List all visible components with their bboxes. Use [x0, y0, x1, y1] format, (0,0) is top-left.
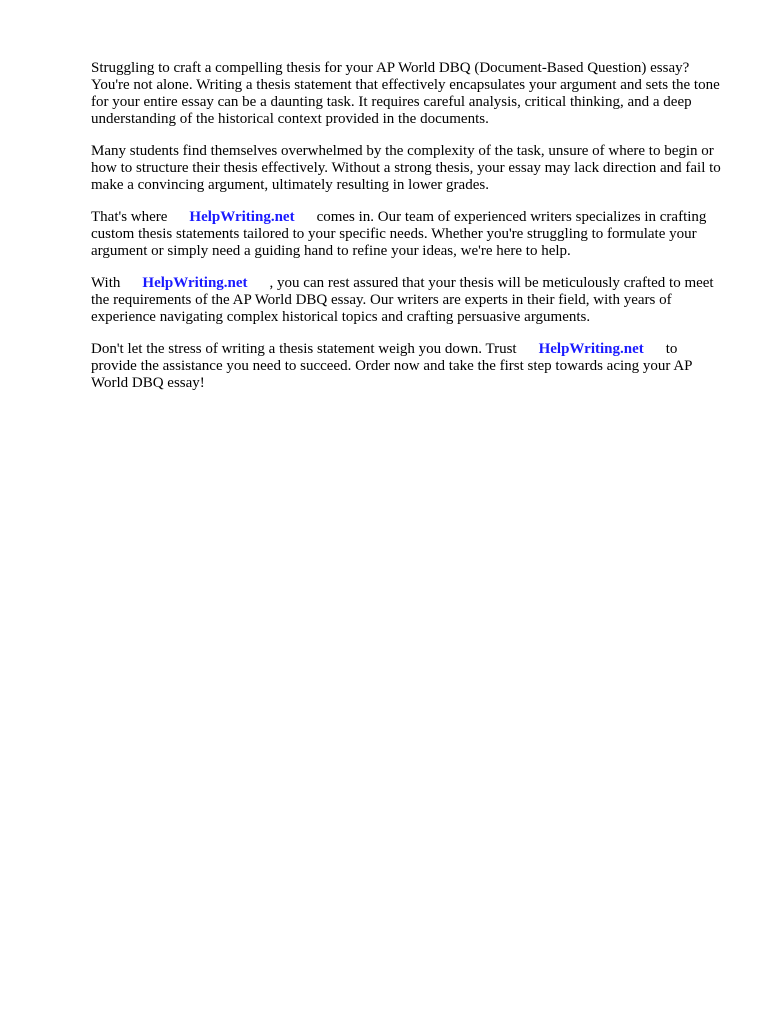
paragraph-text: Don't let the stress of writing a thesis statement weigh you down. Trust	[91, 341, 517, 357]
paragraph-text: That's where	[91, 209, 168, 225]
document-body	[91, 60, 723, 407]
paragraph-text: With	[91, 275, 121, 291]
paragraph-assurance	[91, 275, 723, 326]
paragraph-text: to provide the assistance you need to succeed. Order now and take the first step towards acing your AP World DBQ essay!	[91, 341, 692, 391]
helpwriting-link[interactable]: HelpWriting.net	[189, 209, 295, 225]
helpwriting-link[interactable]: HelpWriting.net	[142, 275, 248, 291]
paragraph-text: comes in. Our team of experienced writers specializes in crafting custom thesis statements tailored to your specific needs. Whether you're struggling to formulate your argument or simply need a guiding hand to refine your ideas, we're here to help.	[91, 209, 707, 259]
paragraph-text: , you can rest assured that your thesis will be meticulously crafted to meet the requirements of the AP World DBQ essay. Our writers are experts in their field, with years of experience navigating complex historical topics and crafting persuasive arguments.	[91, 275, 714, 325]
helpwriting-link[interactable]: HelpWriting.net	[538, 341, 644, 357]
paragraph-call-to-action	[91, 341, 723, 392]
paragraph-problem: Many students find themselves overwhelmed by the complexity of the task, unsure of where to begin or how to structure their thesis effectively. Without a strong thesis, your essay may lack direction and fail to make a convincing argument, ultimately resulting in lower grades.	[91, 143, 721, 193]
paragraph-intro: Struggling to craft a compelling thesis for your AP World DBQ (Document-Based Question) essay? You're not alone. Writing a thesis statement that effectively encapsulates your argument and sets the tone for your entire essay can be a daunting task. It requires careful analysis, critical thinking, and a deep understanding of the historical context provided in the documents.	[91, 60, 720, 127]
paragraph-service	[91, 209, 723, 260]
